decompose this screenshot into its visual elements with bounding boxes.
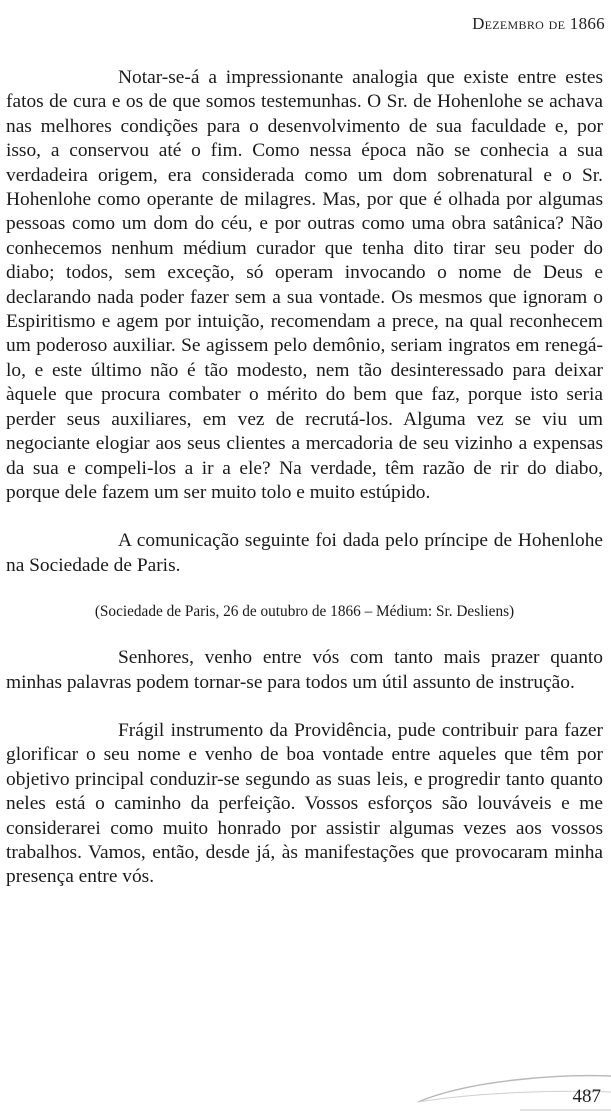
paragraph-communication-intro: A comunicação seguinte foi dada pelo príncipe de Hohenlohe na Sociedade de Paris.	[6, 530, 603, 576]
page-body	[6, 66, 603, 890]
paragraph-greeting: Senhores, venho entre vós com tanto mais prazer quanto minhas palavras podem tornar-se para todos um útil assunto de instrução.	[6, 647, 603, 693]
page-number: 487	[572, 1086, 601, 1107]
session-caption: (Sociedade de Paris, 26 de outubro de 1866 – Médium: Sr. Desliens)	[94, 603, 515, 621]
page-footer	[0, 1070, 611, 1112]
running-header: Dezembro de 1866	[472, 14, 605, 33]
paragraph-analogy: Notar-se-á a impressionante analogia que existe entre estes fatos de cura e os de que somos testemunhas. O Sr. de Hohenlohe se achava nas melhores condições para o desenvolvimento de sua faculdade e, por isso, a conservou até o fim. Como nessa época não se conhecia a sua verdadeira origem, era considerada como um dom sobrenatural e o Sr. Hohenlohe como operante de milagres. Mas, por que é olhada por algumas pessoas como um dom do céu, e por outras como uma obra satânica? Não conhecemos nenhum médium curador que tenha dito tirar seu poder do diabo; todos, sem exceção, só operam invocando o nome de Deus e declarando nada poder fazer sem a sua vontade. Os mesmos que ignoram o Espiritismo e agem por intuição, recomendam a prece, na qual reconhecem um poderoso auxiliar. Se agissem pelo demônio, seriam ingratos em renegá-lo, e este último não é tão modesto, nem tão desinteressado para deixar àquele que procura combater o mérito do bem que faz, porque isto seria perder seus auxiliares, em vez de recrutá-los. Alguma vez se viu um negociante elogiar aos seus clientes a mercadoria de seu vizinho a expensas da sua e compeli-los a ir a ele? Na verdade, têm razão de rir do diabo, porque dele fazem um ser muito tolo e muito estúpido.	[6, 67, 603, 503]
paragraph-instrument: Frágil instrumento da Providência, pude contribuir para fazer glorificar o seu nome e venho de boa vontade entre aqueles que têm por objetivo principal conduzir-se segundo as suas leis, e progredir tanto quanto neles está o caminho da perfeição. Vossos esforços são louváveis e me considerarei como muito honrado por assistir algumas vezes aos vossos trabalhos. Vamos, então, desde já, às manifestações que provocaram minha presença entre vós.	[6, 719, 603, 888]
footer-swoosh-icon	[0, 1070, 611, 1112]
